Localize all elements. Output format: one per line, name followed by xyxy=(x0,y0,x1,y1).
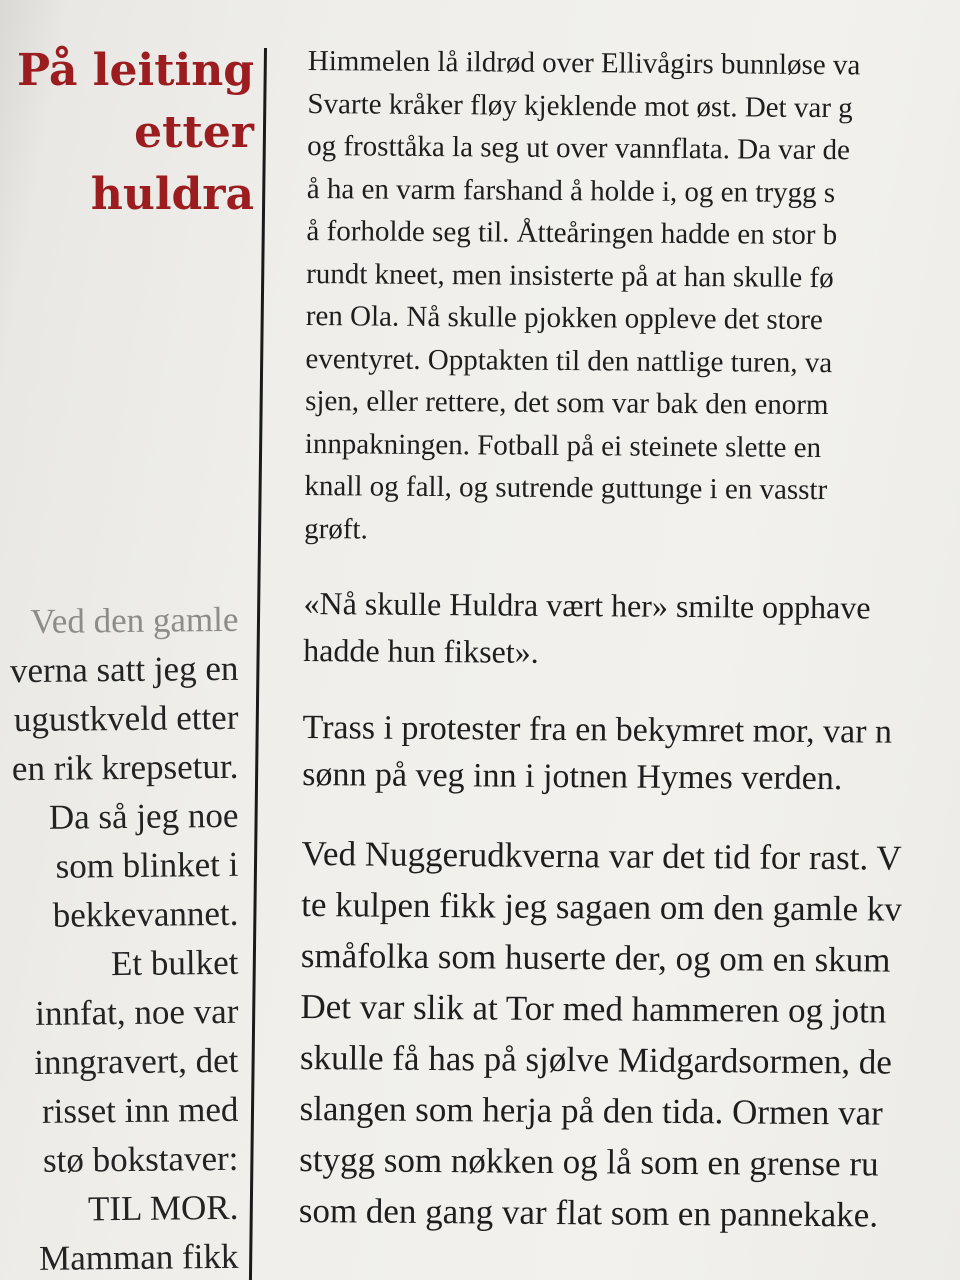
sidebar-line: som blinket i xyxy=(55,844,239,886)
paragraph-4 xyxy=(299,828,903,1241)
sidebar-line: Da så jeg noe xyxy=(48,795,239,837)
text-line: å forholde seg til. Åtteåringen hadde en stor b xyxy=(306,214,838,252)
title-line: På leiting xyxy=(17,45,254,96)
paragraph-3 xyxy=(302,704,903,803)
text-line: Himmelen lå ildrød over Ellivågirs bunnløse va xyxy=(307,44,861,82)
sidebar-line: ugustkveld etter xyxy=(13,697,239,740)
sidebar-line: TIL MOR. xyxy=(87,1187,239,1229)
sidebar-line: risset inn med xyxy=(41,1089,239,1131)
text-line: Det var slik at Tor med hammeren og jotn xyxy=(300,986,887,1031)
sidebar-text xyxy=(10,596,238,1280)
sidebar-line: stø bokstaver: xyxy=(42,1138,239,1180)
sidebar-line: en rik krepsetur. xyxy=(11,746,239,789)
sidebar-line: Et bulket xyxy=(110,942,239,984)
paragraph-2 xyxy=(303,580,904,679)
text-line: ren Ola. Nå skulle pjokken oppleve det store xyxy=(305,299,823,337)
sidebar-line: Mamman fikk xyxy=(38,1236,239,1278)
text-line: Svarte kråker fløy kjeklende mot øst. Det var g xyxy=(307,87,853,124)
text-line: hadde hun fikset». xyxy=(303,631,539,670)
text-line: Trass i protester fra en bekymret mor, var n xyxy=(302,708,893,751)
text-line: eventyret. Opptakten til den nattlige turen, va xyxy=(305,342,833,379)
text-line: te kulpen fikk jeg sagaen om den gamle kv xyxy=(301,884,903,929)
text-line: som den gang var flat som en pannekake. xyxy=(298,1190,879,1235)
paragraph-1 xyxy=(304,40,909,555)
text-line: grøft. xyxy=(304,512,368,545)
column-divider-rule xyxy=(249,48,267,1280)
sidebar-line: innfat, noe var xyxy=(34,991,239,1033)
text-line: slangen som herja på den tida. Ormen var xyxy=(299,1088,883,1133)
sidebar-line: inngravert, det xyxy=(33,1040,239,1082)
text-line: småfolka som huserte der, og om en skum xyxy=(300,935,891,980)
chapter-title xyxy=(17,40,254,226)
text-line: og frosttåka la seg ut over vannflata. Da var de xyxy=(307,129,851,167)
text-line: sjen, eller rettere, det som var bak den enorm xyxy=(305,384,829,422)
sidebar-line: verna satt jeg en xyxy=(9,648,239,691)
text-line: Ved Nuggerudkverna var det tid for rast. V xyxy=(301,833,902,878)
text-line: «Nå skulle Huldra vært her» smilte opphave xyxy=(303,584,871,626)
sidebar-line: bekkevannet. xyxy=(52,893,239,935)
text-line: innpakningen. Fotball på ei steinete slette en xyxy=(304,427,822,464)
title-line: huldra xyxy=(90,169,254,220)
text-line: sønn på veg inn i jotnen Hymes verden. xyxy=(302,755,843,798)
text-line: å ha en varm farshand å holde i, og en trygg s xyxy=(306,172,836,209)
sidebar-line: Ved den gamle xyxy=(29,599,239,641)
text-line: stygg som nøkken og lå som en grense ru xyxy=(299,1139,879,1184)
text-line: knall og fall, og sutrende guttunge i en vasstr xyxy=(304,469,828,507)
text-line: rundt kneet, men insisterte på at han skulle fø xyxy=(306,257,834,294)
title-line: etter xyxy=(134,107,254,158)
body-text xyxy=(299,40,909,1241)
text-line: skulle få has på sjølve Midgardsormen, de xyxy=(299,1037,893,1082)
